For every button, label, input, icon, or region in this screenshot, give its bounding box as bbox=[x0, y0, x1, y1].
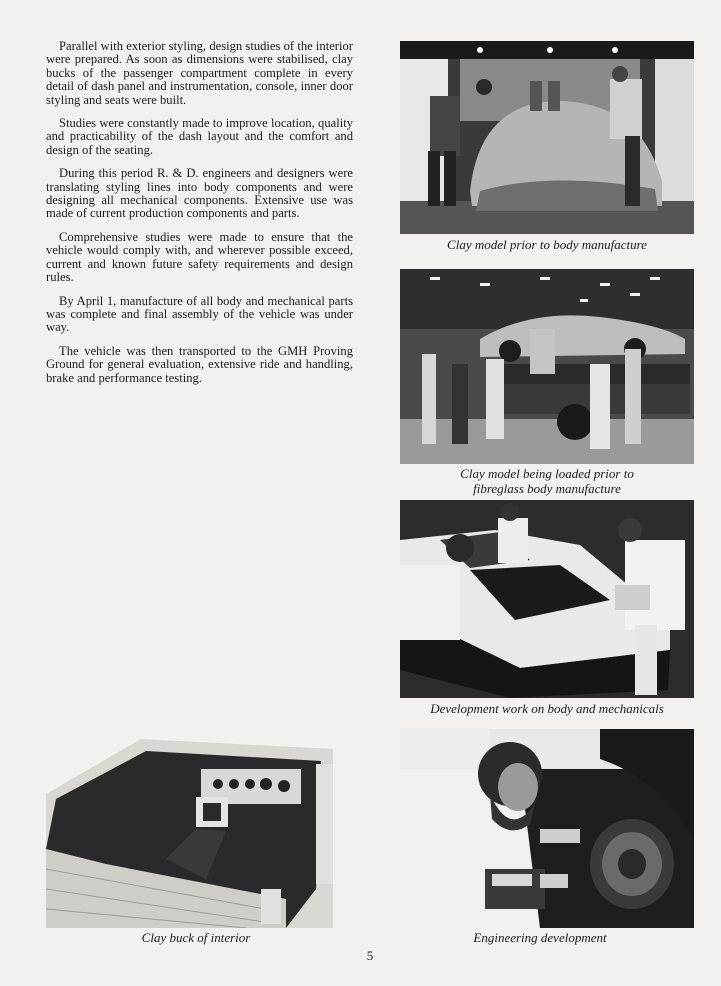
paragraph-6: The vehicle was then transported to the GMH Proving Ground for general evaluation, extensive ride and handling, brake and performance testing. bbox=[46, 343, 353, 385]
clay-model-photo bbox=[400, 41, 694, 234]
paragraph-2: Studies were constantly made to improve location, quality and practicability of the dash layout and the comfort and design of the seating. bbox=[46, 116, 353, 157]
development-work-caption: Development work on body and mechanicals bbox=[430, 701, 664, 716]
clay-buck-photo bbox=[46, 739, 333, 928]
engineering-photo bbox=[400, 729, 694, 928]
page-number: 5 bbox=[366, 948, 374, 963]
paragraph-1: Parallel with exterior styling, design studies of the interior were prepared. As soon as dimensions were stabilised, clay bucks of the passenger compartment complete in every detail of dash panel and instrumentation, console, inner door styling and seats were built. bbox=[46, 39, 353, 107]
clay-model-caption: Clay model prior to body manufacture bbox=[447, 237, 647, 252]
paragraph-5: By April 1, manufacture of all body and mechanical parts was complete and final assembly of the vehicle was under way. bbox=[46, 293, 353, 335]
clay-loaded-caption-line2: fibreglass body manufacture bbox=[473, 481, 621, 496]
clay-loaded-caption-line1: Clay model being loaded prior to bbox=[460, 466, 634, 481]
body-text bbox=[46, 40, 353, 395]
engineering-caption: Engineering development bbox=[473, 930, 607, 945]
clay-buck-caption: Clay buck of interior bbox=[141, 930, 251, 945]
paragraph-3: During this period R. & D. engineers and designers were translating styling lines into body components and were designing all mechanical components. Extensive use was made of current production components and parts. bbox=[46, 166, 353, 221]
development-work-photo bbox=[400, 500, 694, 698]
paragraph-4: Comprehensive studies were made to ensure that the vehicle would comply with, and wherever possible exceed, current and known future safety requirements and design rules. bbox=[46, 229, 353, 285]
clay-loaded-photo bbox=[400, 269, 694, 464]
clay-loaded-caption bbox=[400, 466, 694, 496]
